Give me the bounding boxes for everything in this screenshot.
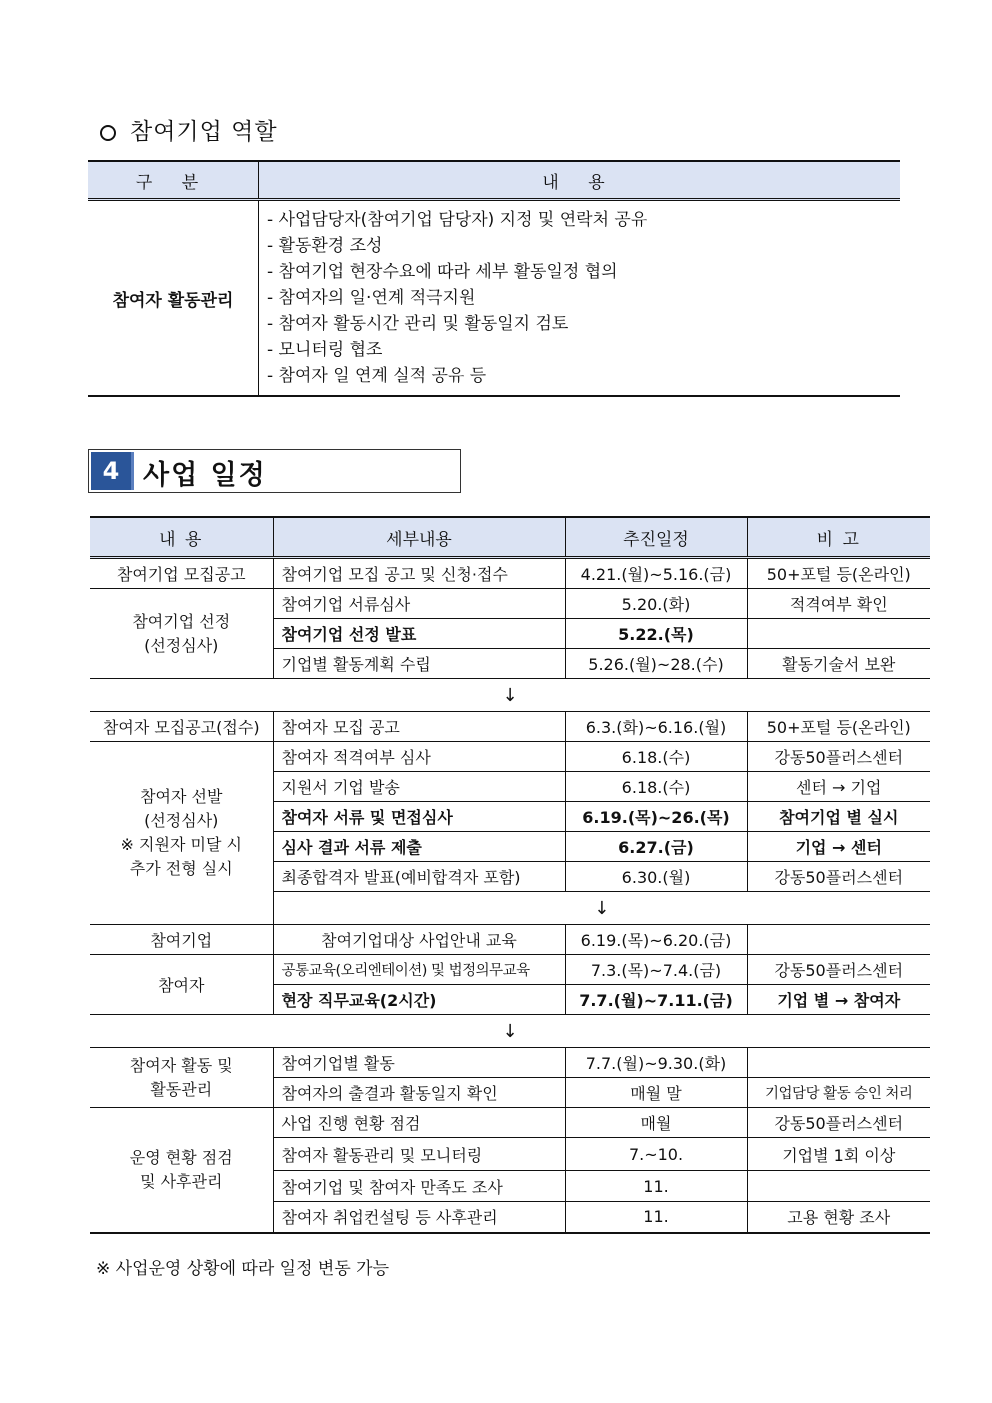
row-note: 기업별 1회 이상 xyxy=(747,1138,930,1171)
row-date: 4.21.(월)~5.16.(금) xyxy=(565,558,747,589)
footnote: ※ 사업운영 상황에 따라 일정 변동 가능 xyxy=(96,1259,389,1279)
row-detail: 최종합격자 발표(예비합격자 포함) xyxy=(273,862,565,892)
row-detail: 공통교육(오리엔테이션) 및 법정의무교육 xyxy=(273,955,565,985)
row-detail: 참여기업대상 사업안내 교육 xyxy=(273,925,565,955)
row-detail: 참여기업 모집 공고 및 신청·접수 xyxy=(273,558,565,589)
row-note: 기업담당 활동 승인 처리 xyxy=(747,1078,930,1108)
roles-item: - 활동환경 조성 xyxy=(267,236,383,256)
group-label: 참여기업 모집공고 xyxy=(90,558,273,589)
schedule-header-content: 내 용 xyxy=(90,517,273,558)
row-note: 50+포털 등(온라인) xyxy=(747,712,930,742)
group-label: 참여기업 xyxy=(90,925,273,955)
group-label: 참여자 모집공고(접수) xyxy=(90,712,273,742)
row-detail: 사업 진행 현황 점검 xyxy=(273,1108,565,1138)
row-note xyxy=(747,1048,930,1078)
row-date: 6.27.(금) xyxy=(565,832,747,862)
roles-item: - 모니터링 협조 xyxy=(267,340,383,360)
group-label: 참여자 활동 및 활동관리 xyxy=(90,1048,273,1108)
section-title-roles xyxy=(100,113,278,146)
roles-item: - 참여자 활동시간 관리 및 활동일지 검토 xyxy=(267,314,569,334)
row-date: 7.~10. xyxy=(565,1138,747,1171)
row-date: 6.30.(월) xyxy=(565,862,747,892)
row-detail: 심사 결과 서류 제출 xyxy=(273,832,565,862)
roles-header-category: 구 분 xyxy=(88,161,259,200)
row-detail: 참여자 취업컨설팅 등 사후관리 xyxy=(273,1202,565,1233)
row-detail: 기업별 활동계획 수립 xyxy=(273,649,565,679)
circle-bullet-icon xyxy=(100,125,116,141)
row-date: 매월 말 xyxy=(565,1078,747,1108)
row-date: 11. xyxy=(565,1171,747,1202)
row-note: 강동50플러스센터 xyxy=(747,1108,930,1138)
row-date: 6.3.(화)~6.16.(월) xyxy=(565,712,747,742)
row-note: 50+포털 등(온라인) xyxy=(747,558,930,589)
roles-item: - 참여기업 현장수요에 따라 세부 활동일정 협의 xyxy=(267,262,618,282)
row-date: 매월 xyxy=(565,1108,747,1138)
row-detail: 참여자의 출결과 활동일지 확인 xyxy=(273,1078,565,1108)
row-note xyxy=(747,925,930,955)
row-date: 7.7.(월)~7.11.(금) xyxy=(565,985,747,1015)
row-date: 5.26.(월)~28.(수) xyxy=(565,649,747,679)
row-note: 기업 → 센터 xyxy=(747,832,930,862)
row-detail: 참여자 서류 및 면접심사 xyxy=(273,802,565,832)
section-heading-text: 사업 일정 xyxy=(143,460,267,491)
roles-header-content: 내 용 xyxy=(259,161,901,200)
down-arrow-icon: ↓ xyxy=(273,892,930,925)
down-arrow-icon: ↓ xyxy=(90,679,930,712)
row-detail: 현장 직무교육(2시간) xyxy=(273,985,565,1015)
roles-table xyxy=(88,160,900,397)
row-detail: 참여자 모집 공고 xyxy=(273,712,565,742)
group-label: 참여기업 선정 (선정심사) xyxy=(90,589,273,679)
row-detail: 참여자 적격여부 심사 xyxy=(273,742,565,772)
group-label: 참여자 선발 (선정심사) ※ 지원자 미달 시 추가 전형 실시 xyxy=(90,742,273,925)
row-detail: 참여기업 서류심사 xyxy=(273,589,565,619)
group-label: 참여자 xyxy=(90,955,273,1015)
row-detail: 참여기업별 활동 xyxy=(273,1048,565,1078)
section-heading-schedule xyxy=(88,449,461,493)
row-date: 6.18.(수) xyxy=(565,772,747,802)
row-date: 5.20.(화) xyxy=(565,589,747,619)
schedule-header-detail: 세부내용 xyxy=(273,517,565,558)
row-note: 고용 현황 조사 xyxy=(747,1202,930,1233)
group-label: 운영 현황 점검 및 사후관리 xyxy=(90,1108,273,1233)
row-note: 참여기업 별 실시 xyxy=(747,802,930,832)
row-detail: 참여기업 및 참여자 만족도 조사 xyxy=(273,1171,565,1202)
row-note: 강동50플러스센터 xyxy=(747,955,930,985)
row-date: 5.22.(목) xyxy=(565,619,747,649)
row-detail: 참여기업 선정 발표 xyxy=(273,619,565,649)
schedule-header-date: 추진일정 xyxy=(565,517,747,558)
section-title-text: 참여기업 역할 xyxy=(130,119,278,145)
row-detail: 참여자 활동관리 및 모니터링 xyxy=(273,1138,565,1171)
schedule-header-note: 비 고 xyxy=(747,517,930,558)
row-note: 적격여부 확인 xyxy=(747,589,930,619)
row-note xyxy=(747,619,930,649)
row-detail: 지원서 기업 발송 xyxy=(273,772,565,802)
row-date: 11. xyxy=(565,1202,747,1233)
row-date: 6.19.(목)~26.(목) xyxy=(565,802,747,832)
roles-item: - 참여자의 일·연계 적극지원 xyxy=(267,288,476,308)
schedule-table xyxy=(90,516,930,1234)
roles-category: 참여자 활동관리 xyxy=(88,200,259,397)
section-number-badge: 4 xyxy=(91,452,131,490)
row-note: 센터 → 기업 xyxy=(747,772,930,802)
row-note: 강동50플러스센터 xyxy=(747,742,930,772)
row-note: 활동기술서 보완 xyxy=(747,649,930,679)
roles-item: - 참여자 일 연계 실적 공유 등 xyxy=(267,366,487,386)
down-arrow-icon: ↓ xyxy=(90,1015,930,1048)
row-date: 6.18.(수) xyxy=(565,742,747,772)
row-note: 기업 별 → 참여자 xyxy=(747,985,930,1015)
roles-item: - 사업담당자(참여기업 담당자) 지정 및 연락처 공유 xyxy=(267,210,648,230)
row-date: 7.3.(목)~7.4.(금) xyxy=(565,955,747,985)
row-date: 6.19.(목)~6.20.(금) xyxy=(565,925,747,955)
row-date: 7.7.(월)~9.30.(화) xyxy=(565,1048,747,1078)
row-note xyxy=(747,1171,930,1202)
row-note: 강동50플러스센터 xyxy=(747,862,930,892)
roles-items xyxy=(259,200,901,397)
